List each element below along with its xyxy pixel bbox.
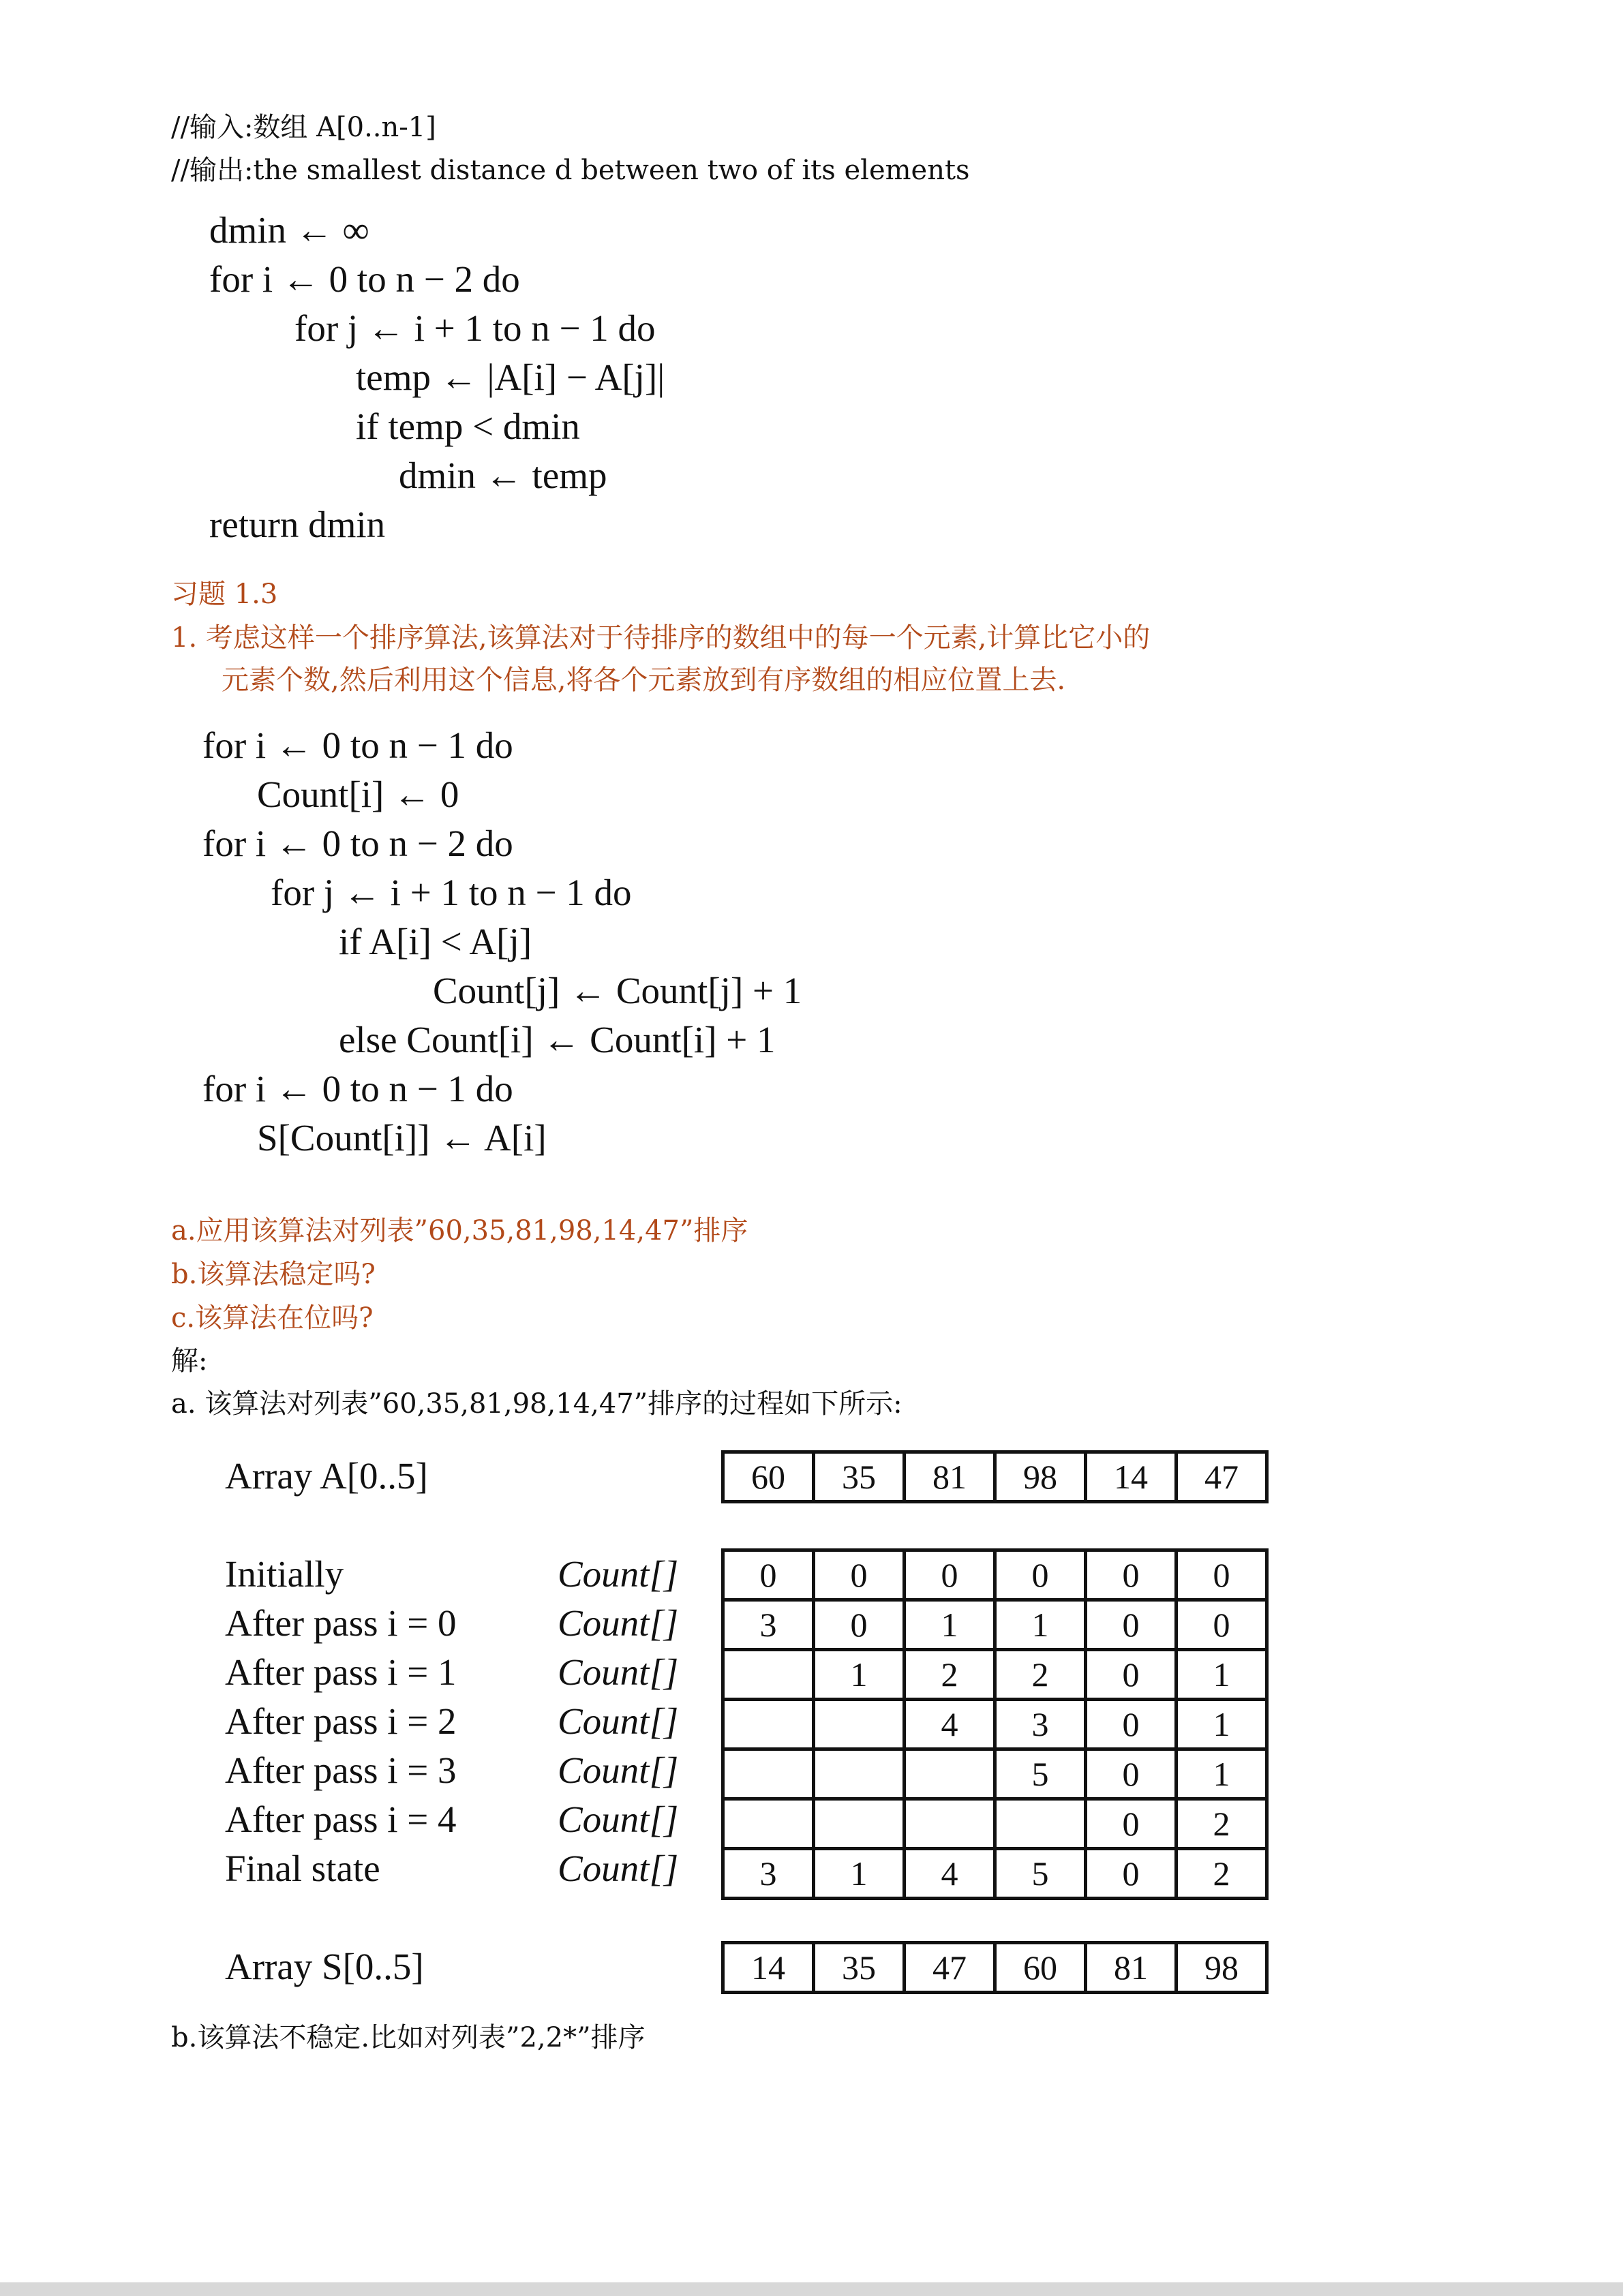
code-line: S[Count[i]] ← A[i] — [257, 1117, 547, 1159]
exercise-item-line: 元素个数,然后利用这个信息,将各个元素放到有序数组的相应位置上去. — [222, 664, 1066, 696]
solution-label: 解: — [171, 1345, 208, 1377]
table-cell: 0 — [1086, 1650, 1177, 1700]
count-label: Count[] — [558, 1553, 679, 1595]
table-cell: 1 — [905, 1600, 995, 1650]
row-label: After pass i = 4 — [225, 1798, 457, 1840]
table-cell: 14 — [1086, 1452, 1177, 1502]
table-cell: 60 — [723, 1452, 814, 1502]
answer-b: b.该算法不稳定.比如对列表”2,2*”排序 — [171, 2022, 646, 2053]
code-line: for i ← 0 to n − 1 do — [202, 724, 513, 766]
code-line: dmin ← ∞ — [209, 209, 369, 251]
question-a: a.应用该算法对列表”60,35,81,98,14,47”排序 — [171, 1215, 748, 1246]
table-cell: 0 — [1086, 1600, 1177, 1650]
table-row — [723, 1600, 1267, 1650]
table-cell: 98 — [1177, 1943, 1267, 1993]
code-line: if A[i] < A[j] — [339, 921, 532, 962]
row-label: Final state — [225, 1848, 380, 1889]
array-a-label: Array A[0..5] — [225, 1455, 428, 1497]
table-cell: 3 — [723, 1600, 814, 1650]
table-row — [723, 1650, 1267, 1700]
table-cell: 0 — [1177, 1600, 1267, 1650]
table-cell — [723, 1799, 814, 1849]
table-cell: 5 — [995, 1749, 1086, 1799]
table-cell: 2 — [1177, 1849, 1267, 1899]
table-cell: 0 — [905, 1550, 995, 1600]
table-cell — [723, 1700, 814, 1749]
table-cell: 1 — [1177, 1650, 1267, 1700]
code-line: Count[j] ← Count[j] + 1 — [433, 970, 802, 1011]
code-line: return dmin — [209, 504, 386, 545]
input-comment: //输入:数组 A[0..n-1] — [171, 112, 436, 143]
code-line: temp ← |A[i] − A[j]| — [356, 356, 665, 398]
code-line: for j ← i + 1 to n − 1 do — [294, 307, 656, 349]
table-row — [723, 1452, 1267, 1502]
table-cell — [995, 1799, 1086, 1849]
row-label: After pass i = 3 — [225, 1749, 457, 1791]
table-cell: 3 — [995, 1700, 1086, 1749]
table-cell: 0 — [1086, 1749, 1177, 1799]
table-cell: 2 — [995, 1650, 1086, 1700]
row-label: Initially — [225, 1553, 344, 1595]
code-line: Count[i] ← 0 — [257, 774, 459, 815]
code-line: for i ← 0 to n − 1 do — [202, 1068, 513, 1109]
array-s-table — [721, 1941, 1269, 1994]
count-label: Count[] — [558, 1602, 679, 1644]
table-cell: 1 — [1177, 1700, 1267, 1749]
table-cell: 0 — [814, 1600, 905, 1650]
table-cell: 0 — [1086, 1700, 1177, 1749]
table-cell: 0 — [1086, 1799, 1177, 1849]
table-cell: 47 — [905, 1943, 995, 1993]
array-a-table — [721, 1450, 1269, 1503]
code-line: for i ← 0 to n − 2 do — [209, 258, 520, 300]
table-cell: 4 — [905, 1849, 995, 1899]
array-s-label: Array S[0..5] — [225, 1946, 424, 1987]
table-cell — [723, 1650, 814, 1700]
count-label: Count[] — [558, 1749, 679, 1791]
page-bottom-divider — [0, 2282, 1623, 2296]
table-cell: 81 — [1086, 1943, 1177, 1993]
table-cell: 1 — [995, 1600, 1086, 1650]
table-cell: 35 — [814, 1943, 905, 1993]
table-row — [723, 1550, 1267, 1600]
question-b: b.该算法稳定吗? — [171, 1259, 376, 1290]
row-label: After pass i = 2 — [225, 1700, 457, 1742]
exercise-item-line: 1. 考虑这样一个排序算法,该算法对于待排序的数组中的每一个元素,计算比它小的 — [171, 622, 1151, 654]
table-cell: 5 — [995, 1849, 1086, 1899]
count-label: Count[] — [558, 1798, 679, 1840]
count-label: Count[] — [558, 1700, 679, 1742]
row-label: After pass i = 1 — [225, 1651, 457, 1693]
count-label: Count[] — [558, 1651, 679, 1693]
output-comment: //输出:the smallest distance d between two of its elements — [171, 155, 970, 186]
table-cell: 0 — [723, 1550, 814, 1600]
table-cell — [905, 1749, 995, 1799]
exercise-title: 习题 1.3 — [171, 579, 278, 610]
table-cell — [723, 1749, 814, 1799]
table-row — [723, 1943, 1267, 1993]
count-label: Count[] — [558, 1848, 679, 1889]
code-line: else Count[i] ← Count[i] + 1 — [339, 1019, 776, 1060]
table-cell: 1 — [1177, 1749, 1267, 1799]
table-cell: 35 — [814, 1452, 905, 1502]
table-cell: 0 — [1177, 1550, 1267, 1600]
table-cell: 14 — [723, 1943, 814, 1993]
table-cell — [905, 1799, 995, 1849]
table-cell: 4 — [905, 1700, 995, 1749]
table-cell: 0 — [995, 1550, 1086, 1600]
table-cell: 1 — [814, 1849, 905, 1899]
table-cell: 0 — [1086, 1849, 1177, 1899]
table-cell: 98 — [995, 1452, 1086, 1502]
table-cell: 60 — [995, 1943, 1086, 1993]
answer-a: a. 该算法对列表”60,35,81,98,14,47”排序的过程如下所示: — [171, 1388, 902, 1420]
table-cell — [814, 1749, 905, 1799]
table-row — [723, 1849, 1267, 1899]
table-cell: 1 — [814, 1650, 905, 1700]
table-row — [723, 1799, 1267, 1849]
table-cell: 2 — [905, 1650, 995, 1700]
table-cell: 0 — [814, 1550, 905, 1600]
table-cell: 47 — [1177, 1452, 1267, 1502]
code-line: if temp < dmin — [356, 405, 580, 447]
question-c: c.该算法在位吗? — [171, 1302, 374, 1334]
table-row — [723, 1700, 1267, 1749]
row-label: After pass i = 0 — [225, 1602, 457, 1644]
code-line: for i ← 0 to n − 2 do — [202, 823, 513, 864]
table-cell — [814, 1700, 905, 1749]
code-line: dmin ← temp — [399, 455, 607, 496]
table-cell: 3 — [723, 1849, 814, 1899]
table-cell — [814, 1799, 905, 1849]
table-row — [723, 1749, 1267, 1799]
count-trace-table — [721, 1548, 1269, 1900]
table-cell: 81 — [905, 1452, 995, 1502]
table-cell: 0 — [1086, 1550, 1177, 1600]
code-line: for j ← i + 1 to n − 1 do — [271, 872, 632, 913]
table-cell: 2 — [1177, 1799, 1267, 1849]
